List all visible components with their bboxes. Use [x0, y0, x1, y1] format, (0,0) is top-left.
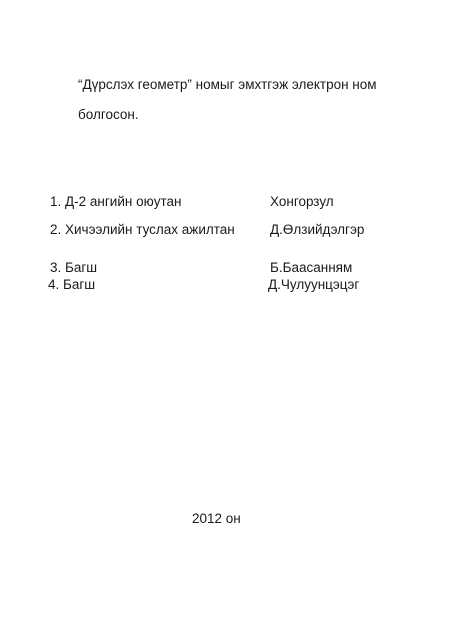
- intro-text-line-1: “Дүрслэх геометр” номыг эмхтгэж электрон ном: [78, 77, 377, 92]
- publication-year: 2012 он: [192, 511, 241, 526]
- contributor-name-3: Б.Баасанням: [270, 260, 353, 275]
- contributor-role-2: 2. Хичээлийн туслах ажилтан: [50, 222, 235, 237]
- contributor-name-2: Д.Өлзийдэлгэр: [270, 222, 365, 237]
- intro-text-line-2: болгосон.: [78, 107, 139, 122]
- contributor-role-3: 3. Багш: [50, 260, 98, 275]
- contributor-name-1: Хонгорзул: [270, 194, 334, 209]
- contributor-role-1: 1. Д-2 ангийн оюутан: [50, 194, 182, 209]
- contributor-role-4: 4. Багш: [48, 277, 96, 292]
- contributor-name-4: Д.Чулуунцэцэг: [268, 277, 360, 292]
